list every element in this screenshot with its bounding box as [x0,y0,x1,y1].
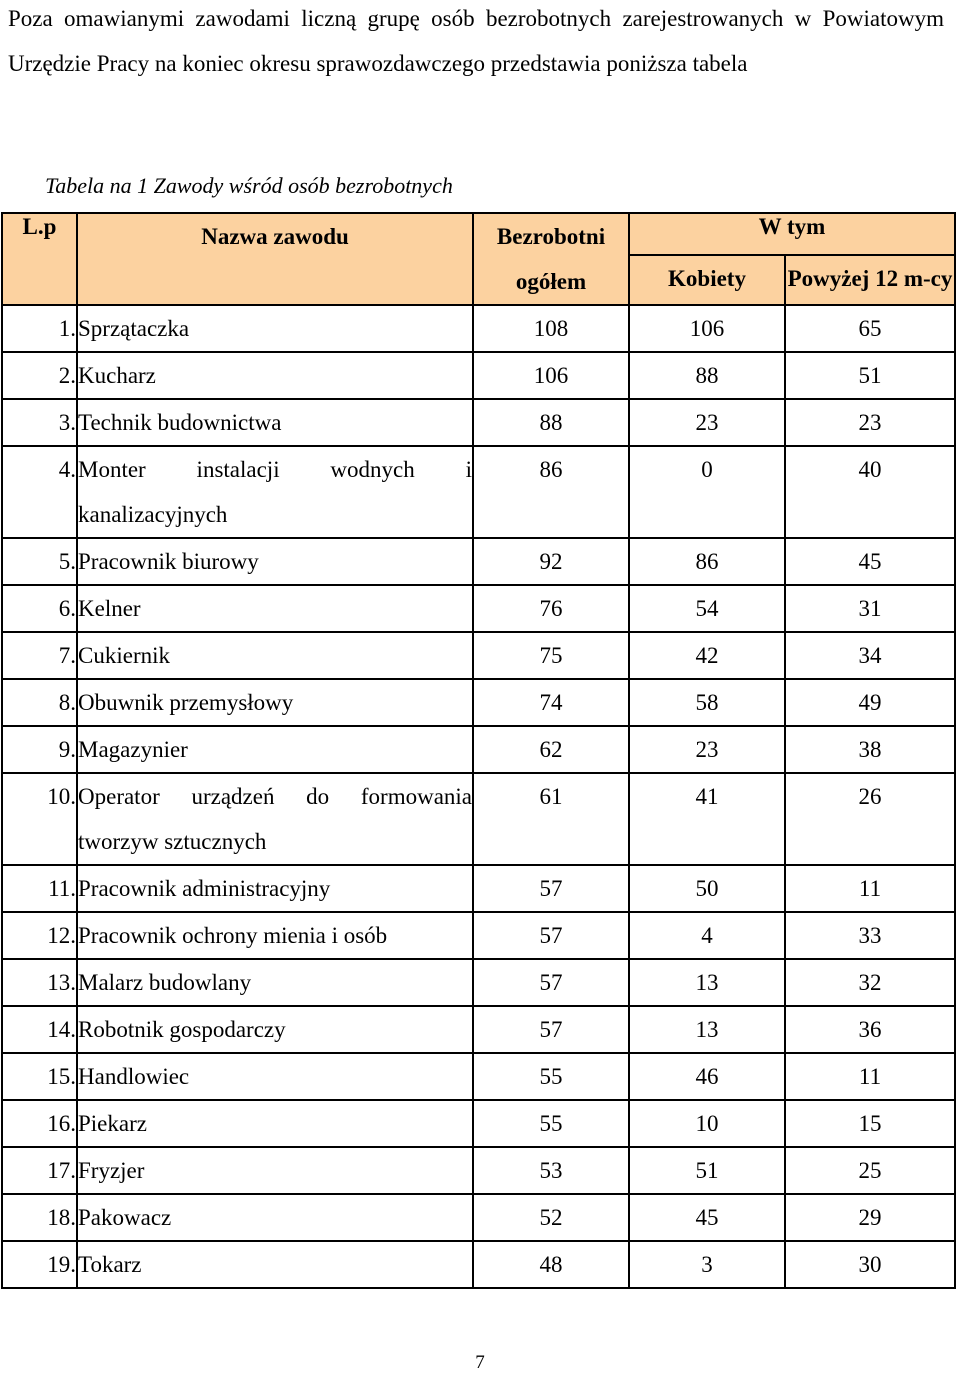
women-count: 42 [629,632,785,679]
women-count: 41 [629,773,785,865]
over-12-months-count: 11 [785,865,955,912]
occupation-name: Kelner [77,585,473,632]
occupation-name: Magazynier [77,726,473,773]
women-count: 0 [629,446,785,538]
occupation-name: Obuwnik przemysłowy [77,679,473,726]
over-12-months-count: 49 [785,679,955,726]
row-number: 6. [2,585,77,632]
occupation-name: Malarz budowlany [77,959,473,1006]
total-unemployed: 57 [473,1006,629,1053]
table-header [2,213,955,305]
row-number: 18. [2,1194,77,1241]
women-count: 10 [629,1100,785,1147]
women-count: 50 [629,865,785,912]
over-12-months-count: 45 [785,538,955,585]
women-count: 4 [629,912,785,959]
row-number: 19. [2,1241,77,1288]
women-count: 45 [629,1194,785,1241]
total-unemployed: 62 [473,726,629,773]
table-row [2,1100,955,1147]
total-unemployed: 55 [473,1100,629,1147]
row-number: 13. [2,959,77,1006]
occupation-name: Operator urządzeń do formowania tworzyw sztucznych [77,773,473,865]
header-name: Nazwa zawodu [77,213,473,305]
total-unemployed: 52 [473,1194,629,1241]
over-12-months-count: 26 [785,773,955,865]
table-row [2,305,955,352]
table-row [2,352,955,399]
header-over12: Powyżej 12 m-cy [785,255,955,305]
occupation-name: Pracownik ochrony mienia i osób [77,912,473,959]
row-number: 4. [2,446,77,538]
header-total: Bezrobotni ogółem [473,213,629,305]
row-number: 14. [2,1006,77,1053]
header-women: Kobiety [629,255,785,305]
occupation-name: Fryzjer [77,1147,473,1194]
over-12-months-count: 65 [785,305,955,352]
total-unemployed: 86 [473,446,629,538]
women-count: 51 [629,1147,785,1194]
over-12-months-count: 51 [785,352,955,399]
occupation-name: Tokarz [77,1241,473,1288]
over-12-months-count: 23 [785,399,955,446]
occupation-name: Cukiernik [77,632,473,679]
women-count: 3 [629,1241,785,1288]
table-row [2,865,955,912]
table-body [2,305,955,1288]
row-number: 12. [2,912,77,959]
row-number: 10. [2,773,77,865]
occupation-name: Pracownik biurowy [77,538,473,585]
occupation-name: Piekarz [77,1100,473,1147]
row-number: 1. [2,305,77,352]
row-number: 7. [2,632,77,679]
over-12-months-count: 15 [785,1100,955,1147]
over-12-months-count: 25 [785,1147,955,1194]
women-count: 23 [629,726,785,773]
over-12-months-count: 38 [785,726,955,773]
women-count: 13 [629,959,785,1006]
table-row [2,679,955,726]
total-unemployed: 92 [473,538,629,585]
total-unemployed: 57 [473,865,629,912]
total-unemployed: 76 [473,585,629,632]
total-unemployed: 53 [473,1147,629,1194]
over-12-months-count: 40 [785,446,955,538]
over-12-months-count: 34 [785,632,955,679]
row-number: 2. [2,352,77,399]
table-row [2,912,955,959]
women-count: 13 [629,1006,785,1053]
women-count: 58 [629,679,785,726]
occupation-name: Kucharz [77,352,473,399]
intro-paragraph: Poza omawianymi zawodami liczną grupę osób bezrobotnych zarejestrowanych w Powiatowym Urzędzie Pracy na koniec okresu sprawozdawczego przedstawia poniższa tabela [8,6,944,76]
row-number: 16. [2,1100,77,1147]
row-number: 8. [2,679,77,726]
women-count: 88 [629,352,785,399]
over-12-months-count: 29 [785,1194,955,1241]
occupation-name: Sprzątaczka [77,305,473,352]
table-caption: Tabela na 1 Zawody wśród osób bezrobotnych [45,173,453,198]
row-number: 3. [2,399,77,446]
table-row [2,726,955,773]
over-12-months-count: 30 [785,1241,955,1288]
table-row [2,773,955,865]
total-unemployed: 57 [473,959,629,1006]
total-unemployed: 106 [473,352,629,399]
table-row [2,632,955,679]
table-row [2,1194,955,1241]
over-12-months-count: 32 [785,959,955,1006]
occupation-name: Monter instalacji wodnych i kanalizacyjnych [77,446,473,538]
women-count: 86 [629,538,785,585]
total-unemployed: 88 [473,399,629,446]
occupation-name: Technik budownictwa [77,399,473,446]
row-number: 5. [2,538,77,585]
occupation-name: Handlowiec [77,1053,473,1100]
total-unemployed: 61 [473,773,629,865]
total-unemployed: 55 [473,1053,629,1100]
total-unemployed: 57 [473,912,629,959]
women-count: 46 [629,1053,785,1100]
total-unemployed: 48 [473,1241,629,1288]
table-row [2,399,955,446]
header-group: W tym [629,213,955,255]
row-number: 9. [2,726,77,773]
women-count: 23 [629,399,785,446]
total-unemployed: 75 [473,632,629,679]
total-unemployed: 108 [473,305,629,352]
table-row [2,538,955,585]
over-12-months-count: 11 [785,1053,955,1100]
table-row [2,446,955,538]
table-row [2,1147,955,1194]
occupation-name: Pakowacz [77,1194,473,1241]
row-number: 15. [2,1053,77,1100]
occupation-name: Pracownik administracyjny [77,865,473,912]
table-row [2,1053,955,1100]
women-count: 54 [629,585,785,632]
total-unemployed: 74 [473,679,629,726]
occupation-name: Robotnik gospodarczy [77,1006,473,1053]
row-number: 11. [2,865,77,912]
over-12-months-count: 36 [785,1006,955,1053]
table-row [2,959,955,1006]
table-row [2,1241,955,1288]
header-lp: L.p [2,213,77,305]
occupations-table [1,212,956,1289]
row-number: 17. [2,1147,77,1194]
table-row [2,585,955,632]
table-row [2,1006,955,1053]
women-count: 106 [629,305,785,352]
page-number: 7 [475,1352,485,1373]
over-12-months-count: 33 [785,912,955,959]
over-12-months-count: 31 [785,585,955,632]
